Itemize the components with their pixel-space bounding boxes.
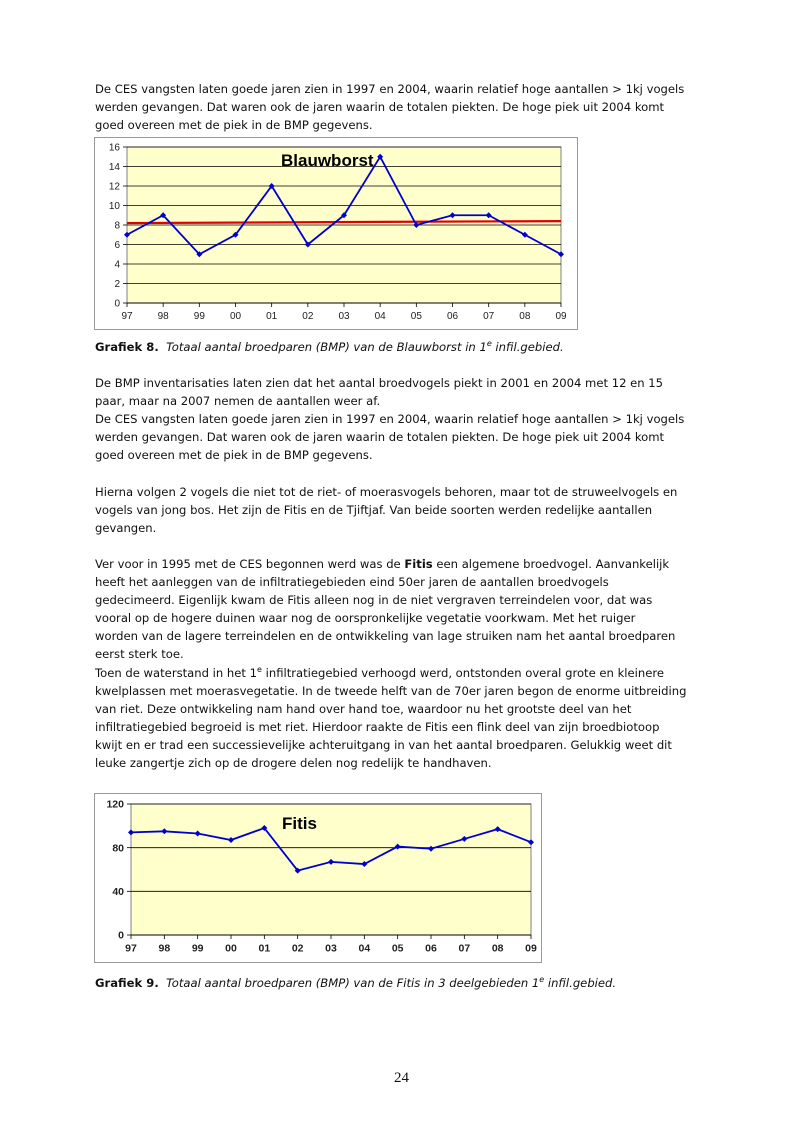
x-tick-label: 97 xyxy=(121,311,133,322)
x-tick-label: 05 xyxy=(391,942,404,955)
text-line: van riet. Deze ontwikkeling nam hand over hand toe, waardoor nu het grootste deel van het xyxy=(95,701,632,716)
text-line: gevangen. xyxy=(95,521,157,536)
text-line: kwelplassen met moerasvegetatie. In de tweede helft van de 70er jaren begon de enorme uitbreiding xyxy=(95,683,687,698)
x-tick-label: 05 xyxy=(410,311,422,322)
caption-label: Grafiek 9. xyxy=(95,976,159,990)
y-tick-label: 16 xyxy=(108,142,120,154)
chart-title: Blauwborst xyxy=(281,151,374,170)
paragraph-bmp xyxy=(95,374,715,464)
text-line: infiltratiegebied begroeid is met riet. Hierdoor raakte de Fitis een flink deel van zijn broedbiotoop xyxy=(95,719,660,734)
caption-label: Grafiek 8. xyxy=(95,340,159,354)
text-line: werden gevangen. Dat waren ook de jaren waarin de totalen piekten. De hoge piek uit 2004 komt xyxy=(95,100,665,115)
y-tick-label: 10 xyxy=(108,201,120,212)
text-line: goed overeen met de piek in de BMP gegevens. xyxy=(95,448,373,463)
y-tick-label: 0 xyxy=(114,298,120,310)
caption-grafiek-9 xyxy=(95,976,616,990)
paragraph-fitis xyxy=(95,555,715,772)
x-tick-label: 00 xyxy=(225,942,237,955)
x-tick-label: 02 xyxy=(302,311,314,322)
x-tick-label: 06 xyxy=(425,942,437,955)
x-tick-label: 99 xyxy=(191,942,204,955)
y-tick-label: 80 xyxy=(112,842,124,855)
text-line: Toen de waterstand in het 1e infiltratiegebied verhoogd werd, ontstonden overal grote en kleinere xyxy=(95,664,664,680)
y-tick-label: 120 xyxy=(106,798,124,811)
text-line: vooral op de hogere duinen waar nog de oorspronkelijke vegetatie voorkwam. Met het ruiger xyxy=(95,611,636,626)
text-line: De BMP inventarisaties laten zien dat het aantal broedvogels piekt in 2001 en 2004 met 12 en 15 xyxy=(95,376,664,390)
y-tick-label: 8 xyxy=(114,220,120,232)
chart-title: Fitis xyxy=(282,814,317,833)
x-tick-label: 04 xyxy=(374,311,386,322)
chart-blauwborst-svg xyxy=(95,138,577,329)
x-tick-label: 98 xyxy=(157,311,169,322)
x-tick-label: 08 xyxy=(519,311,531,322)
x-tick-label: 04 xyxy=(358,942,371,955)
y-tick-label: 4 xyxy=(114,259,120,271)
x-tick-label: 03 xyxy=(325,942,337,955)
text-line: kwijt en er trad een successievelijke achteruitgang in van het aantal broedparen. Gelukkig weet dit xyxy=(95,737,672,752)
text-line: eerst sterk toe. xyxy=(95,647,184,662)
text-line: De CES vangsten laten goede jaren zien in 1997 en 2004, waarin relatief hoge aantallen > 1kj vogels xyxy=(95,412,685,427)
text-line: goed overeen met de piek in de BMP gegevens. xyxy=(95,118,373,133)
chart-fitis xyxy=(94,793,542,963)
text-line: vogels van jong bos. Het zijn de Fitis en de Tjiftjaf. Van beide soorten werden redelijke aantallen xyxy=(95,503,653,518)
paragraph-intro xyxy=(95,80,715,134)
y-tick-label: 14 xyxy=(108,162,120,173)
text-line: De CES vangsten laten goede jaren zien in 1997 en 2004, waarin relatief hoge aantallen > 1kj vogels xyxy=(95,82,685,96)
y-tick-label: 6 xyxy=(114,240,120,251)
x-tick-label: 01 xyxy=(258,942,271,955)
y-tick-label: 40 xyxy=(112,886,124,899)
x-tick-label: 99 xyxy=(193,311,205,322)
x-tick-label: 09 xyxy=(525,942,537,955)
chart-fitis-svg xyxy=(95,794,541,962)
x-tick-label: 07 xyxy=(458,942,471,955)
text-line: gedecimeerd. Eigenlijk kwam de Fitis alleen nog in de niet vergraven terreindelen voor, dat was xyxy=(95,593,653,608)
text-line: worden van de lagere terreindelen en de ontwikkeling van lage struiken nam het aantal broedparen xyxy=(95,629,676,644)
x-tick-label: 07 xyxy=(483,311,495,322)
text-line: heeft het aanleggen van de infiltratiegebieden eind 50er jaren de aantallen broedvogels xyxy=(95,575,609,590)
x-tick-label: 08 xyxy=(491,942,504,955)
x-tick-label: 02 xyxy=(291,942,304,955)
x-tick-label: 06 xyxy=(446,311,459,322)
y-tick-label: 12 xyxy=(108,181,120,193)
chart-blauwborst xyxy=(94,137,578,330)
text-line: Hierna volgen 2 vogels die niet tot de riet- of moerasvogels behoren, maar tot de struweelvogels en xyxy=(95,485,678,499)
caption-grafiek-8 xyxy=(95,340,564,354)
text-line: paar, maar na 2007 nemen de aantallen weer af. xyxy=(95,394,381,409)
x-tick-label: 09 xyxy=(555,311,567,322)
text-line: werden gevangen. Dat waren ook de jaren waarin de totalen piekten. De hoge piek uit 2004 komt xyxy=(95,430,665,445)
x-tick-label: 03 xyxy=(338,311,350,322)
caption-text: Totaal aantal broedparen (BMP) van de Blauwborst in 1e infil.gebied. xyxy=(166,339,564,354)
y-tick-label: 0 xyxy=(118,929,124,942)
paragraph-struweel xyxy=(95,483,715,537)
x-tick-label: 01 xyxy=(266,311,278,322)
x-tick-label: 97 xyxy=(125,942,137,955)
plot-area xyxy=(131,804,531,935)
y-tick-label: 2 xyxy=(114,279,120,290)
text-line: leuke zangertje zich op de drogere delen nog redelijk te handhaven. xyxy=(95,756,492,771)
caption-text: Totaal aantal broedparen (BMP) van de Fitis in 3 deelgebieden 1e infil.gebied. xyxy=(166,975,617,990)
text-line: Ver voor in 1995 met de CES begonnen werd was de Fitis een algemene broedvogel. Aanvankelijk xyxy=(95,557,670,571)
x-tick-label: 98 xyxy=(158,942,171,955)
x-tick-label: 00 xyxy=(229,311,242,322)
page-number: 24 xyxy=(394,1070,409,1086)
